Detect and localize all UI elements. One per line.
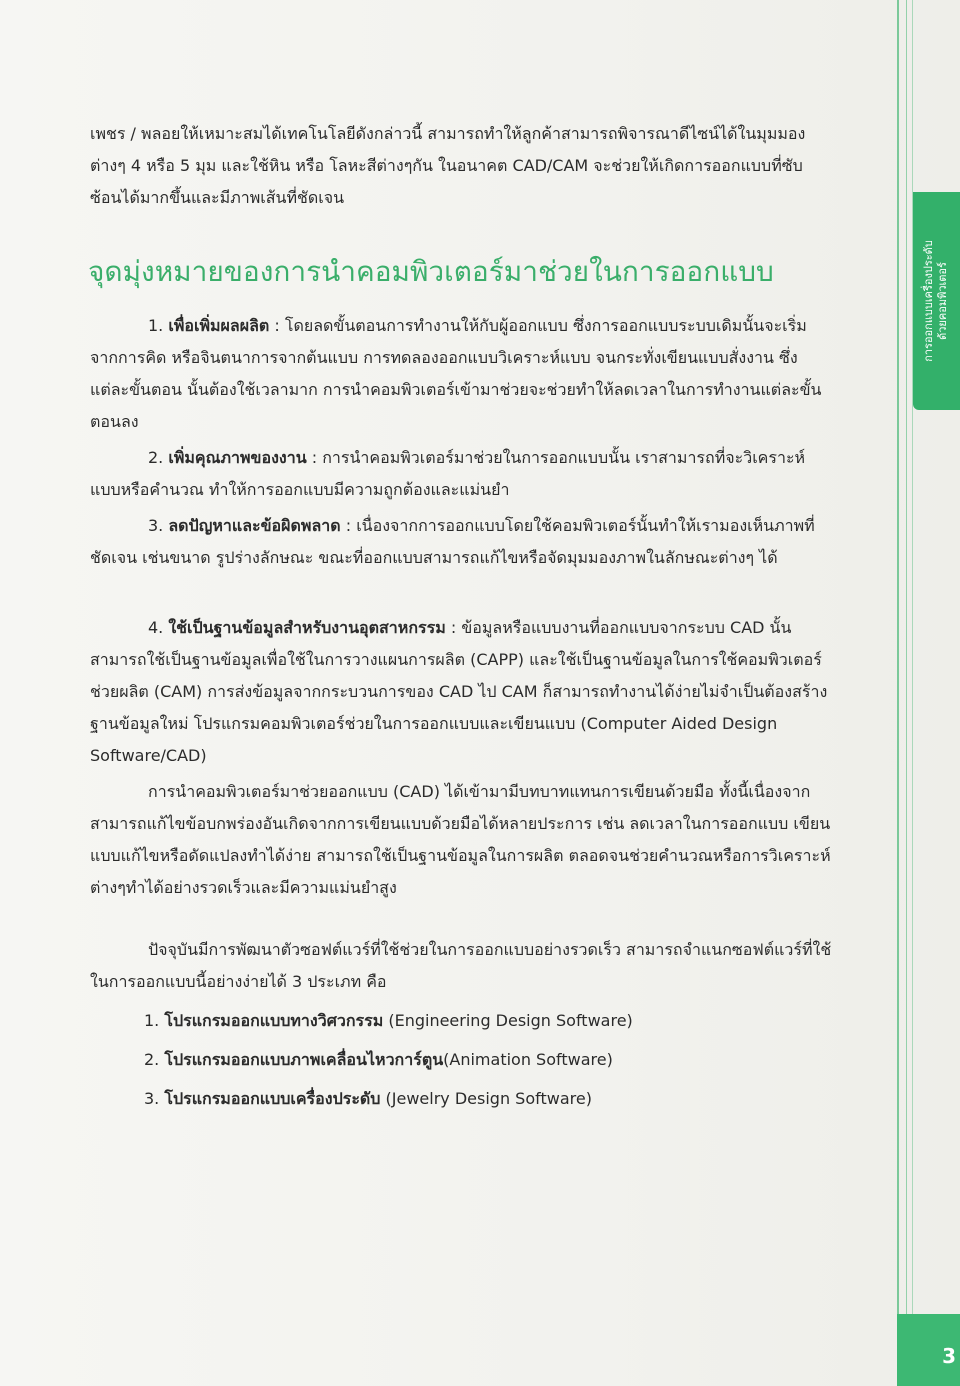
- software-number: 2.: [144, 1050, 160, 1069]
- item-number: 2.: [148, 448, 164, 467]
- software-title: โปรแกรมออกแบบเครื่องประดับ: [164, 1089, 381, 1108]
- chapter-tab-line2: ด้วยคอมพิวเตอร์: [936, 262, 949, 340]
- item-1: [90, 310, 832, 438]
- cad-paragraph-block: [90, 776, 832, 904]
- chapter-tab-label: [922, 240, 950, 362]
- software-english: (Jewelry Design Software): [380, 1089, 592, 1108]
- item-4: [90, 612, 832, 772]
- item-number: 3.: [148, 516, 164, 535]
- item-3: [90, 510, 832, 574]
- intro-paragraph-block: [90, 118, 832, 214]
- section-heading: จุดมุ่งหมายของการนำคอมพิวเตอร์มาช่วยในการออกแบบ: [88, 255, 774, 288]
- software-item: [144, 1008, 633, 1034]
- item-body: : ข้อมูลหรือแบบงานที่ออกแบบจากระบบ CAD นั้น สามารถใช้เป็นฐานข้อมูลเพื่อใช้ในการวางแผนการผลิต (CAPP) และใช้เป็นฐานข้อมูลในการใช้คอมพิวเตอร์ช่วยผลิต (CAM) การส่งข้อมูลจากกระบวนการของ CAD ไป CAM ก็สามารถทำงานได้ง่ายไม่จำเป็นต้องสร้างฐานข้อมูลใหม่ โปรแกรมคอมพิวเตอร์ช่วยในการออกแบบและเขียนแบบ (Computer Aided Design Software/CAD): [90, 618, 828, 765]
- item-title: เพื่อเพิ่มผลผลิต: [168, 316, 270, 335]
- margin-rule: [906, 0, 907, 1386]
- list-item: [90, 510, 832, 574]
- software-english: (Animation Software): [443, 1050, 613, 1069]
- intro-paragraph: เพชร / พลอยให้เหมาะสมได้เทคโนโลยีดังกล่าวนี้ สามารถทำให้ลูกค้าสามารถพิจารณาดีไซน์ได้ในมุมมองต่างๆ 4 หรือ 5 มุม และใช้หิน หรือ โลหะสีต่างๆกัน ในอนาคต CAD/CAM จะช่วยให้เกิดการออกแบบที่ซับซ้อนได้มากขึ้นและมีภาพเส้นที่ชัดเจน: [90, 124, 806, 207]
- software-title: โปรแกรมออกแบบทางวิศวกรรม: [164, 1011, 384, 1030]
- chapter-side-tab: [913, 192, 960, 410]
- page-number: 3: [942, 1344, 956, 1368]
- current-paragraph: ปัจจุบันมีการพัฒนาตัวซอฟต์แวร์ที่ใช้ช่วยในการออกแบบอย่างรวดเร็ว สามารถจำแนกซอฟต์แวร์ที่ใช้ในการออกแบบนี้อย่างง่ายได้ 3 ประเภท คือ: [90, 940, 832, 991]
- software-title: โปรแกรมออกแบบภาพเคลื่อนไหวการ์ตูน: [164, 1050, 444, 1069]
- software-item: [144, 1086, 592, 1112]
- software-number: 3.: [144, 1089, 160, 1108]
- item-title: ใช้เป็นฐานข้อมูลสำหรับงานอุตสาหกรรม: [168, 618, 446, 637]
- software-english: (Engineering Design Software): [383, 1011, 633, 1030]
- list-item: [90, 310, 832, 438]
- item-number: 4.: [148, 618, 164, 637]
- list-item: [90, 442, 832, 506]
- item-body: : เนื่องจากการออกแบบโดยใช้คอมพิวเตอร์นั้นทำให้เรามองเห็นภาพที่ชัดเจน เช่นขนาด รูปร่างลักษณะ ขณะที่ออกแบบสามารถแก้ไขหรือจัดมุมมองภาพในลักษณะต่างๆ ได้: [90, 516, 815, 567]
- item-title: ลดปัญหาและข้อผิดพลาด: [168, 516, 341, 535]
- software-number: 1.: [144, 1011, 160, 1030]
- margin-rule: [897, 0, 899, 1386]
- list-item: [90, 612, 832, 772]
- item-number: 1.: [148, 316, 164, 335]
- item-body: : โดยลดขั้นตอนการทำงานให้กับผู้ออกแบบ ซึ่งการออกแบบระบบเดิมนั้นจะเริ่มจากการคิด หรือจินตนาการจากต้นแบบ การทดลองออกแบบวิเคราะห์แบบ จนกระทั่งเขียนแบบสั่งงาน ซึ่งแต่ละขั้นตอน นั้นต้องใช้เวลามาก การนำคอมพิวเตอร์เข้ามาช่วยจะช่วยทำให้ลดเวลาในการทำงานแต่ละขั้นตอนลง: [90, 316, 822, 431]
- page-number-tab: [897, 1314, 960, 1386]
- software-item: [144, 1047, 613, 1073]
- cad-paragraph: การนำคอมพิวเตอร์มาช่วยออกแบบ (CAD) ได้เข้ามามีบทบาทแทนการเขียนด้วยมือ ทั้งนี้เนื่องจากสามารถแก้ไขข้อบกพร่องอันเกิดจากการเขียนแบบด้วยมือได้หลายประการ เช่น ลดเวลาในการออกแบบ เขียนแบบแก้ไขหรือดัดแปลงทำได้ง่าย สามารถใช้เป็นฐานข้อมูลในการผลิต ตลอดจนช่วยคำนวณหรือการวิเคราะห์ต่างๆทำได้อย่างรวดเร็วและมีความแม่นยำสูง: [90, 782, 831, 897]
- item-title: เพิ่มคุณภาพของงาน: [168, 448, 307, 467]
- item-2: [90, 442, 832, 506]
- current-paragraph-block: [90, 934, 832, 998]
- item-body: : การนำคอมพิวเตอร์มาช่วยในการออกแบบนั้น เราสามารถที่จะวิเคราะห์แบบหรือคำนวณ ทำให้การออกแบบมีความถูกต้องและแม่นยำ: [90, 448, 806, 499]
- chapter-tab-line1: การออกแบบเครื่องประดับ: [922, 240, 935, 362]
